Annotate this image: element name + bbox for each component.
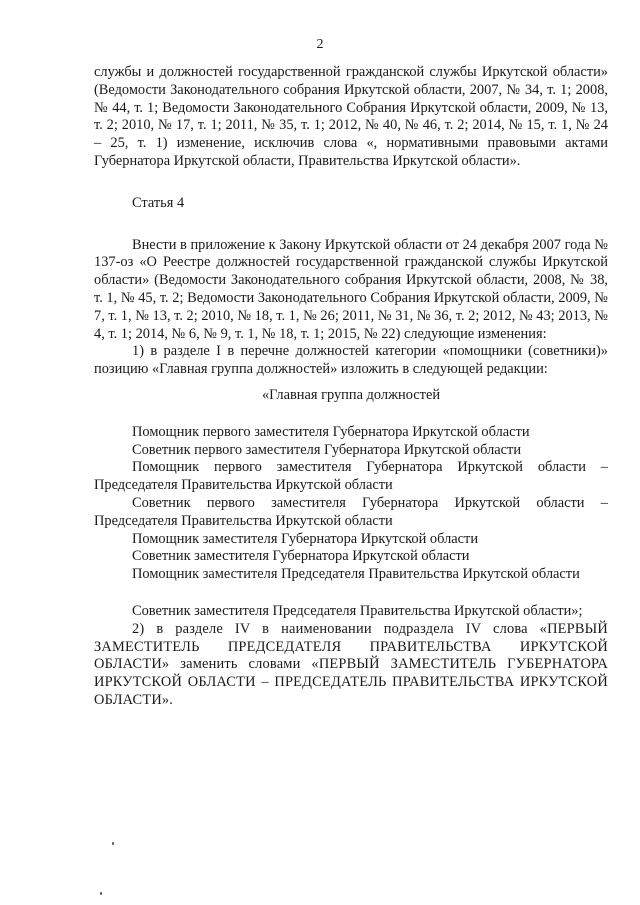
paragraph-amendment-intro: Внести в приложение к Закону Иркутской области от 24 декабря 2007 года № 137-оз «О Реестре должностей государственной гражданской службы Иркутской области» (Ведомости Законодательного собрания Иркутской области, 2008, № 38, т. 1, № 45, т. 2; Ведомости Законодательного Собрания Иркутской области, 2009, № 7, т. 1, № 13, т. 2; 2010, № 18, т. 1, № 26; 2011, № 31, № 36, т. 2; 2012, № 43; 2013, № 4, т. 1; 2014, № 6, № 9, т. 1, № 18, т. 1; 2015, № 22) следующие изменения:	[94, 236, 608, 342]
article-title: Статья 4	[132, 194, 185, 211]
paragraph-continuation: службы и должностей государственной гражданской службы Иркутской области» (Ведомости Законодательного собрания Иркутской области, 2007, № 34, т. 1; 2008, № 44, т. 1; Ведомости Законодательного Собрания Иркутской области, 2009, № 13, т. 2; 2010, № 17, т. 1; 2011, № 35, т. 1; 2012, № 40, № 46, т. 2; 2014, № 15, т. 1, № 24 – 25, т. 1) изменение, исключив слова «, нормативными правовыми актами Губернатора Иркутской области, Правительства Иркутской области».	[94, 64, 608, 169]
position-item: Помощник заместителя Председателя Правительства Иркутской области	[132, 566, 580, 583]
document-body	[94, 64, 608, 710]
position-item: Помощник первого заместителя Губернатора Иркутской области – Председателя Правительства Иркутской области	[94, 459, 608, 494]
position-item: Советник первого заместителя Губернатора Иркутской области – Председателя Правительства Иркутской области	[94, 494, 608, 529]
position-item: Помощник первого заместителя Губернатора Иркутской области	[132, 423, 530, 440]
position-item: Помощник заместителя Губернатора Иркутской области	[132, 530, 479, 547]
group-heading: «Главная группа должностей	[261, 386, 441, 403]
position-item: Советник заместителя Председателя Правительства Иркутской области»;	[132, 602, 583, 619]
paragraph-item-2: 2) в разделе IV в наименовании подраздела IV слова «ПЕРВЫЙ ЗАМЕСТИТЕЛЬ ПРЕДСЕДАТЕЛЯ ПРАВИТЕЛЬСТВА ИРКУТСКОЙ ОБЛАСТИ» заменить словами «ПЕРВЫЙ ЗАМЕСТИТЕЛЬ ГУБЕРНАТОРА ИРКУТСКОЙ ОБЛАСТИ – ПРЕДСЕДАТЕЛЬ ПРАВИТЕЛЬСТВА ИРКУТСКОЙ ОБЛАСТИ».	[94, 620, 608, 708]
position-item: Советник первого заместителя Губернатора Иркутской области	[132, 441, 522, 458]
page-number: 2	[316, 37, 324, 52]
position-item: Советник заместителя Губернатора Иркутской области	[132, 548, 470, 565]
scan-mark	[100, 892, 102, 895]
positions-list	[94, 424, 608, 621]
scan-mark	[112, 842, 114, 845]
paragraph-item-1: 1) в разделе I в перечне должностей категории «помощники (советники)» позицию «Главная группа должностей» изложить в следующей редакции:	[94, 343, 608, 378]
